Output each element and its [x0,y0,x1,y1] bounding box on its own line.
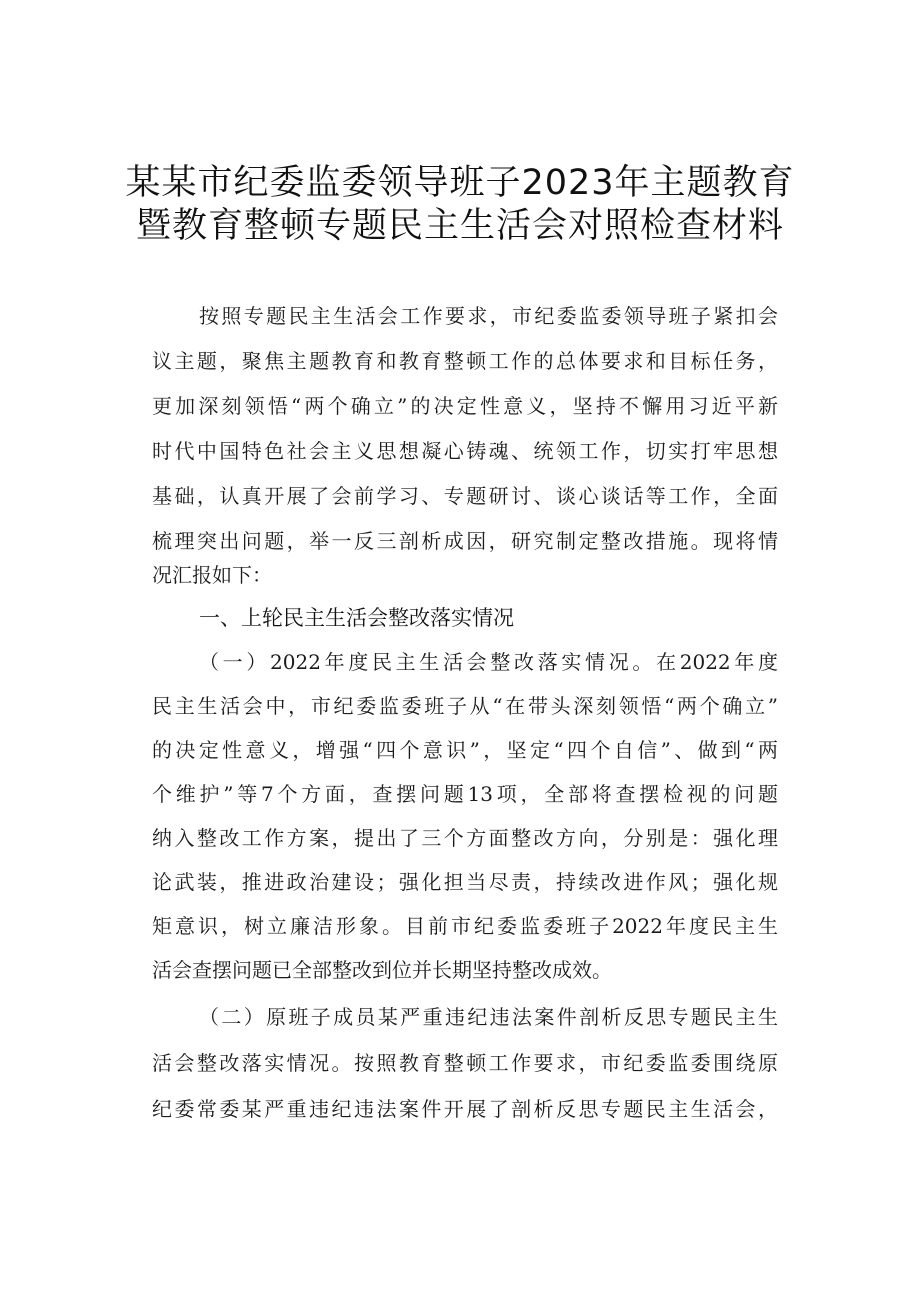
intro-line: 梳理突出问题，举一反三剖析成因，研究制定整改措施。现将情 [152,529,778,553]
document-title-line-1: 某某市纪委监委领导班子2023年主题教育 [125,163,795,203]
para1-line: 的决定性意义，增强“四个意识”，坚定“四个自信”、做到“两 [152,738,778,762]
para1-line: 矩意识，树立廉洁形象。目前市纪委监委班子2022年度民主生 [152,914,778,938]
para1-line: 纳入整改工作方案，提出了三个方面整改方向，分别是：强化理 [152,826,778,850]
para2-line: 纪委常委某严重违纪违法案件开展了剖析反思专题民主生活会， [152,1097,778,1121]
document-title-line-2: 暨教育整顿专题民主生活会对照检查材料 [135,206,784,246]
intro-line: 况汇报如下： [152,563,272,587]
para2-line: （二）原班子成员某严重违纪违法案件剖析反思专题民主生 [199,1005,778,1029]
section-heading: 一、上轮民主生活会整改落实情况 [199,606,514,630]
intro-line: 更加深刻领悟“两个确立”的决定性意义，坚持不懈用习近平新 [152,394,778,418]
para1-line: 个维护”等7个方面，查摆问题13项，全部将查摆检视的问题 [152,782,778,806]
intro-line: 基础，认真开展了会前学习、专题研讨、谈心谈话等工作，全面 [152,484,778,508]
intro-line: 时代中国特色社会主义思想凝心铸魂、统领工作，切实打牢思想 [152,439,778,463]
para1-line: （一）2022年度民主生活会整改落实情况。在2022年度 [199,650,778,674]
intro-line: 议主题，聚焦主题教育和教育整顿工作的总体要求和目标任务， [152,349,778,373]
para1-line: 活会查摆问题已全部整改到位并长期坚持整改成效。 [152,958,612,982]
para1-line: 论武装，推进政治建设；强化担当尽责，持续改进作风；强化规 [152,870,778,894]
intro-line: 按照专题民主生活会工作要求，市纪委监委领导班子紧扣会 [199,304,778,328]
para1-line: 民主生活会中，市纪委监委班子从“在带头深刻领悟“两个确立” [152,694,778,718]
para2-line: 活会整改落实情况。按照教育整顿工作要求，市纪委监委围绕原 [152,1051,778,1075]
